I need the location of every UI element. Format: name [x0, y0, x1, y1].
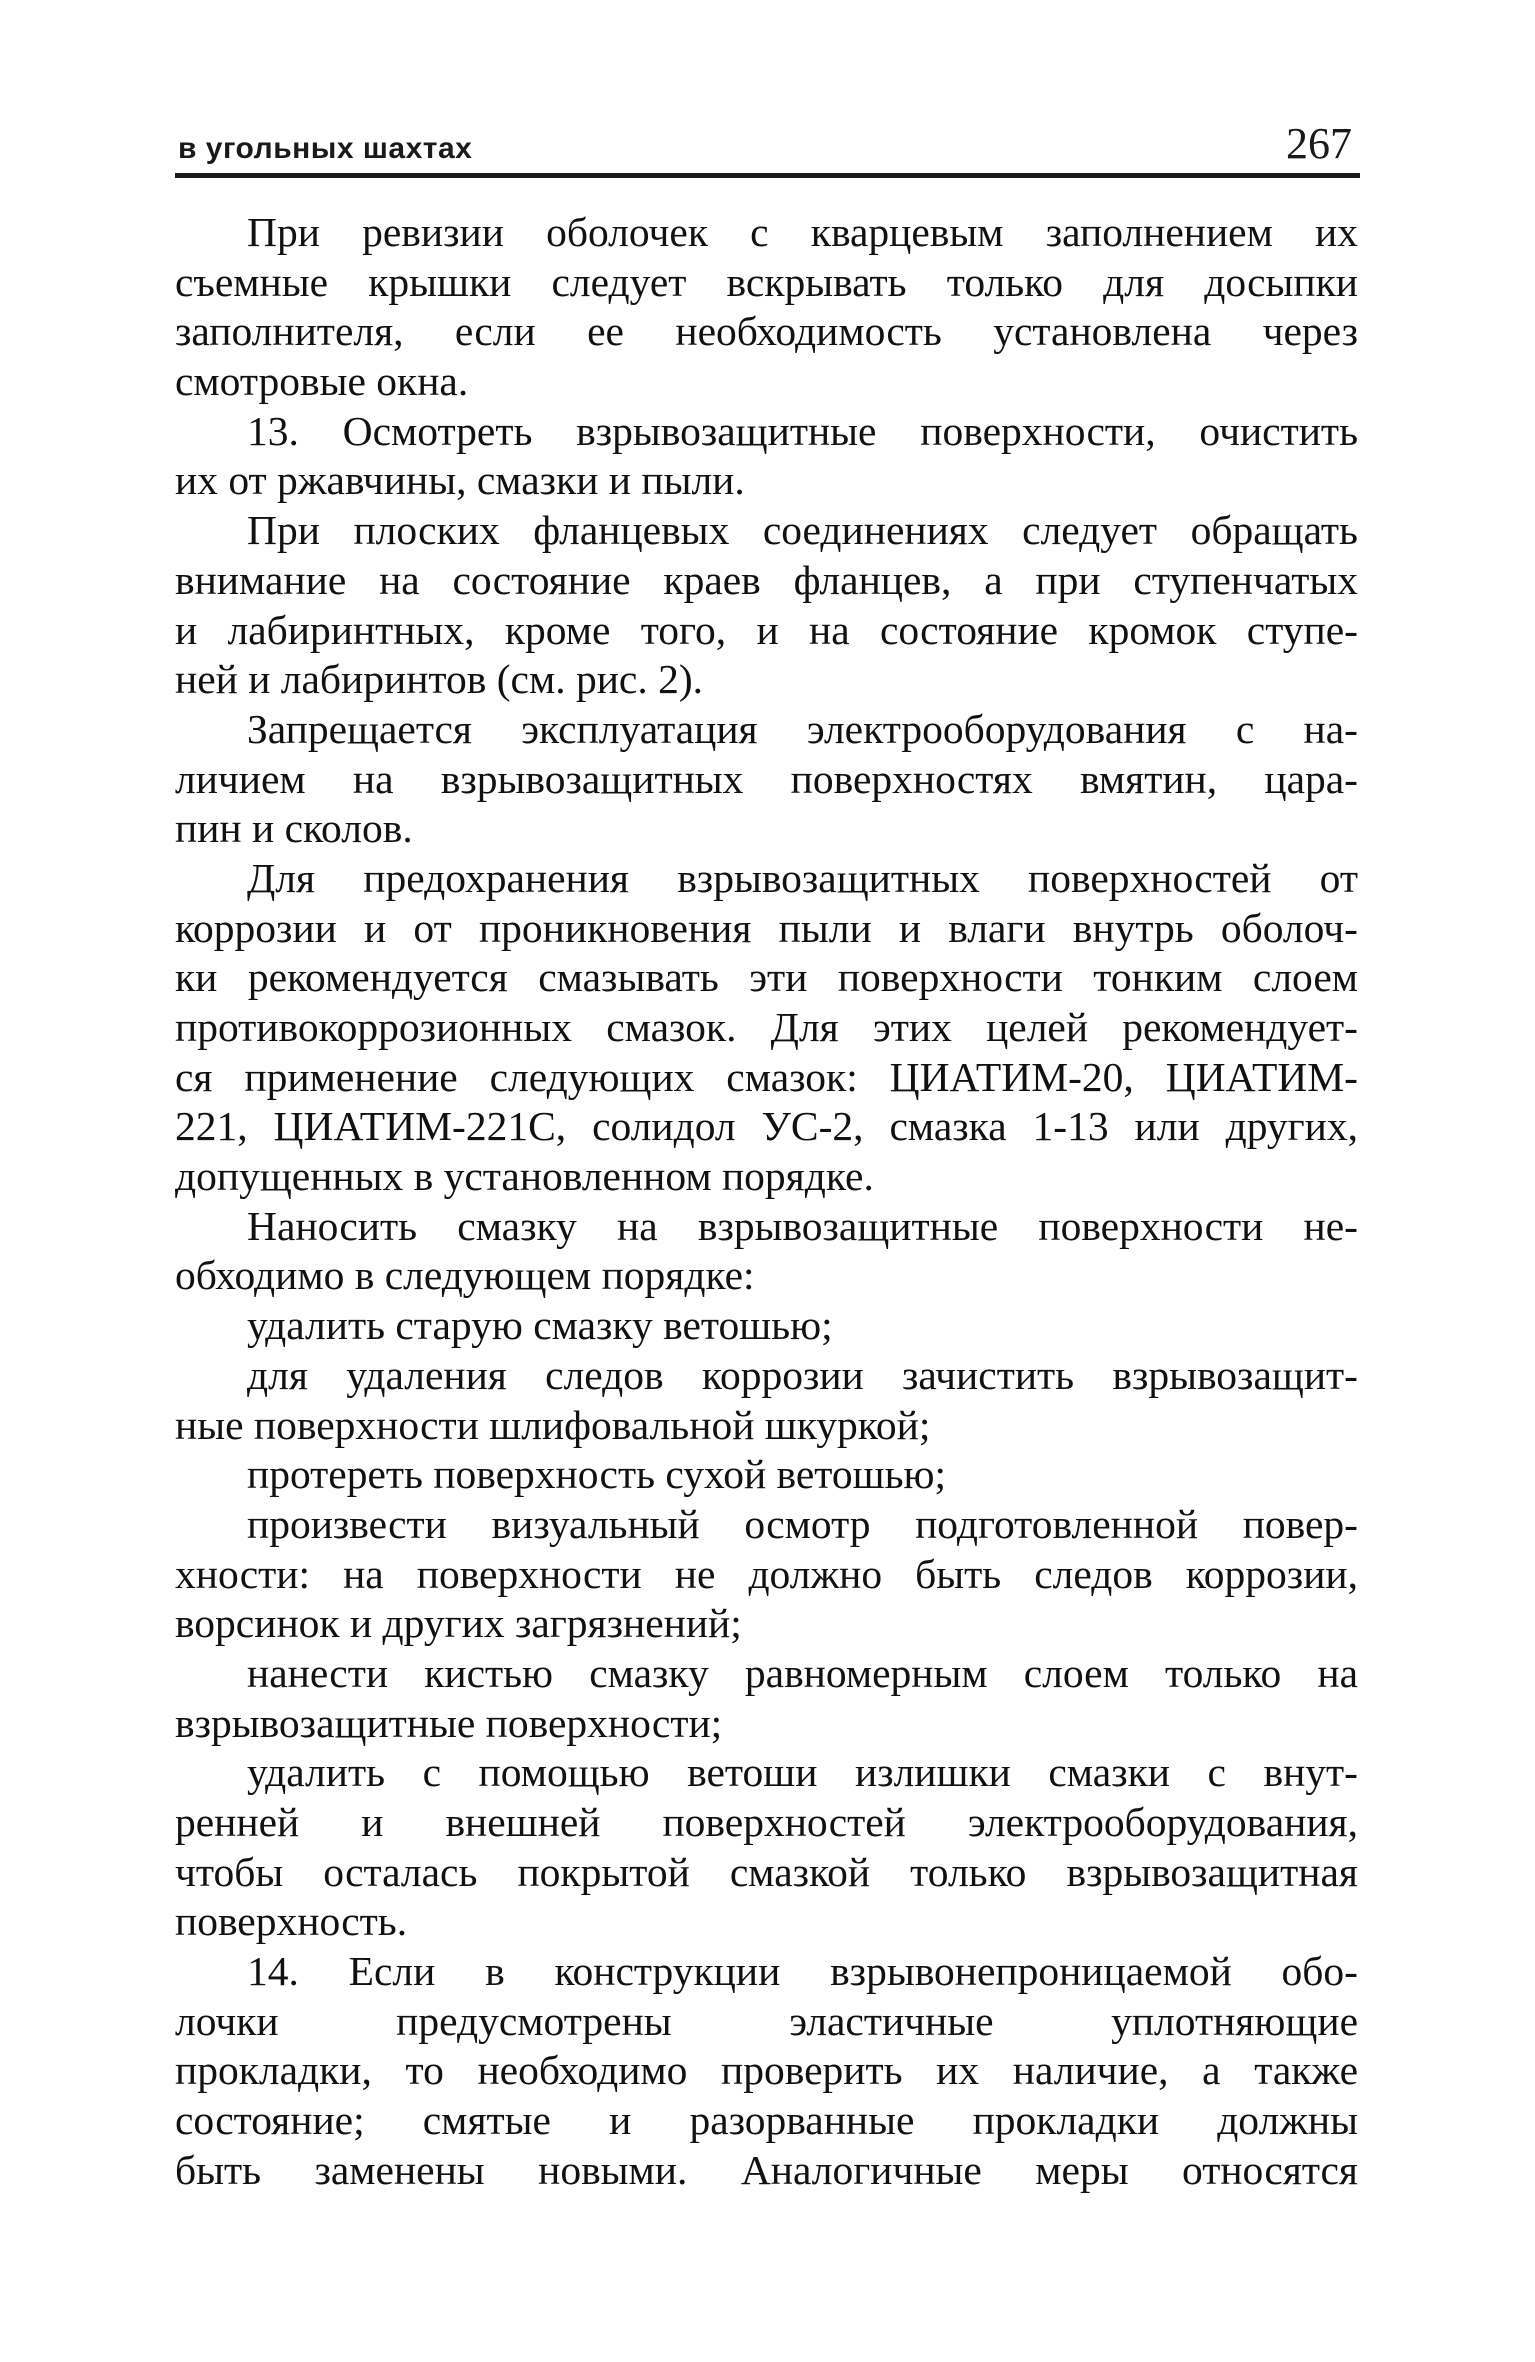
text-line: для удаления следов коррозии зачистить взрывозащит- [247, 1351, 1358, 1398]
text-line: При ревизии оболочек с кварцевым заполнением их [247, 209, 1358, 255]
text-line: и лабиринтных, кроме того, и на состояние кромок ступе- [175, 606, 1358, 653]
text-line: При плоских фланцевых соединениях следует обращать [247, 507, 1358, 554]
text-line: заполнителя, если ее необходимость установлена через [175, 308, 1358, 355]
header-rule [175, 173, 1360, 178]
text-line: ки рекомендуется смазывать эти поверхности тонким слоем [175, 954, 1358, 1001]
body-text [175, 208, 1358, 2196]
page-number: 267 [1286, 119, 1352, 168]
text-line: 221, ЦИАТИМ-221С, солидол УС-2, смазка 1-13 или других, [175, 1103, 1358, 1150]
text-line: прокладки, то необходимо проверить их наличие, а также [175, 2047, 1358, 2094]
running-header [175, 118, 1360, 178]
text-line: быть заменены новыми. Аналогичные меры относятся [175, 2146, 1358, 2193]
text-line: личием на взрывозащитных поверхностях вмятин, цара- [175, 755, 1358, 802]
text-line: смотровые окна. [175, 358, 469, 405]
section-title: в угольных шахтах [178, 132, 473, 165]
text-line: Для предохранения взрывозащитных поверхностей от [247, 854, 1358, 901]
text-line: противокоррозионных смазок. Для этих целей рекомендует- [175, 1004, 1358, 1050]
text-line: нанести кистью смазку равномерным слоем только на [247, 1649, 1358, 1696]
text-line: чтобы осталась покрытой смазкой только взрывозащитная [175, 1848, 1358, 1895]
text-line: обходимо в следующем порядке: [175, 1252, 755, 1299]
text-line: поверхность. [175, 1898, 408, 1945]
text-line: удалить с помощью ветоши излишки смазки с внут- [247, 1749, 1358, 1796]
text-line: 14. Если в конструкции взрывонепроницаемой обо- [247, 1948, 1358, 1995]
text-line: произвести визуальный осмотр подготовленной повер- [247, 1500, 1358, 1547]
text-line: ней и лабиринтов (см. рис. 2). [175, 656, 704, 703]
text-line: коррозии и от проникновения пыли и влаги внутрь оболоч- [175, 904, 1358, 951]
text-line: протереть поверхность сухой ветошью; [247, 1451, 947, 1498]
text-line: ные поверхности шлифовальной шкуркой; [175, 1401, 931, 1448]
text-line: пин и сколов. [175, 805, 413, 852]
text-line: съемные крышки следует вскрывать только для досыпки [175, 258, 1358, 305]
text-line: ся применение следующих смазок: ЦИАТИМ-20, ЦИАТИМ- [175, 1053, 1358, 1100]
text-line: ренней и внешней поверхностей электрооборудования, [175, 1799, 1358, 1845]
text-line: Запрещается эксплуатация электрооборудования с на- [247, 705, 1358, 752]
text-line: взрывозащитные поверхности; [175, 1699, 723, 1746]
text-line: лочки предусмотрены эластичные уплотняющие [175, 1997, 1358, 2044]
text-line: внимание на состояние краев фланцев, а при ступенчатых [175, 556, 1358, 603]
text-line: хности: на поверхности не должно быть следов коррозии, [175, 1550, 1358, 1597]
text-line: 13. Осмотреть взрывозащитные поверхности, очистить [247, 407, 1358, 454]
text-line: допущенных в установленном порядке. [175, 1153, 874, 1200]
text-line: состояние; смятые и разорванные прокладки должны [175, 2097, 1358, 2144]
text-line: их от ржавчины, смазки и пыли. [175, 457, 745, 504]
text-line: Наносить смазку на взрывозащитные поверхности не- [247, 1202, 1358, 1249]
text-line: удалить старую смазку ветошью; [247, 1302, 833, 1349]
text-line: ворсинок и других загрязнений; [175, 1600, 742, 1647]
